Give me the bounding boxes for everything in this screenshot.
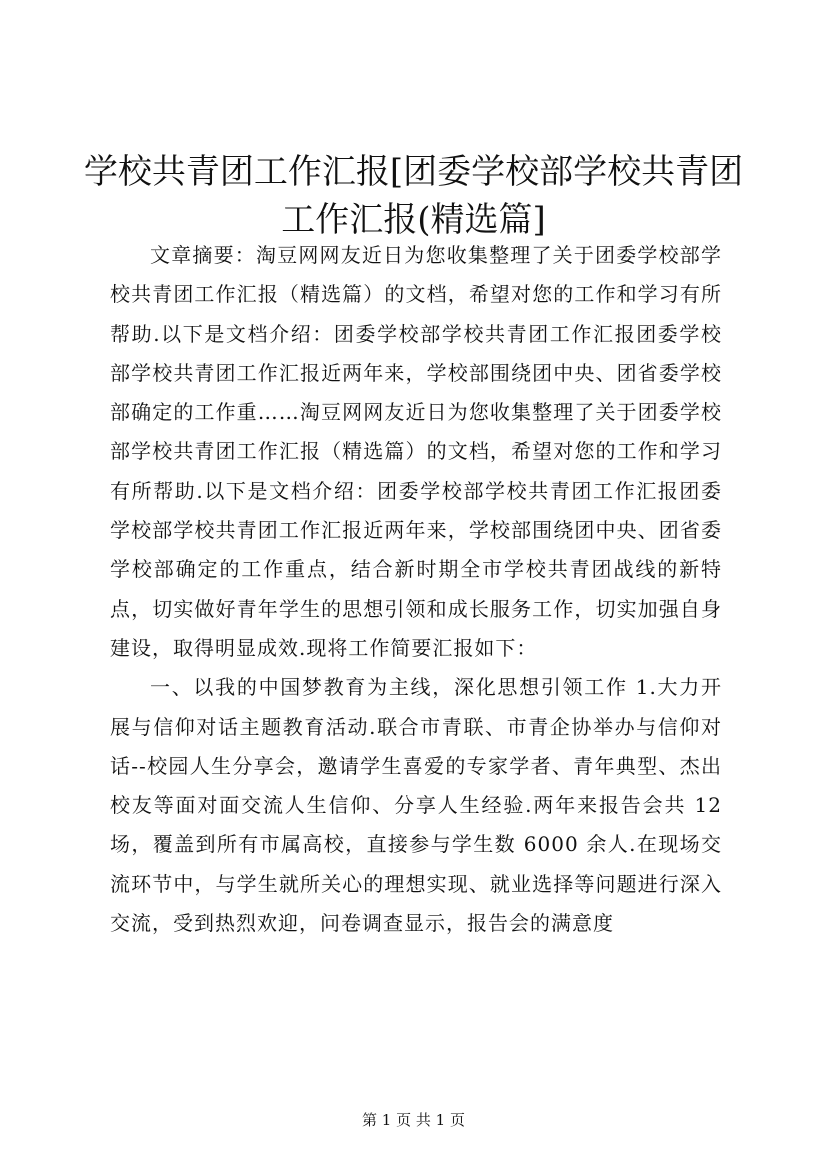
document-body (110, 236, 722, 943)
paragraph-section-1: 一、以我的中国梦教育为主线，深化思想引领工作 1.大力开展与信仰对话主题教育活动.联合市青联、市青企协举办与信仰对话--校园人生分享会，邀请学生喜爱的专家学者、青年典型、杰出校友等面对面交流人生信仰、分享人生经验.两年来报告会共 12 场，覆盖到所有市属高校，直接参与学生数 6000 余人.在现场交流环节中，与学生就所关心的理想实现、就业选择等问题进行深入交流，受到热烈欢迎，问卷调查显示，报告会的满意度 (110, 675, 722, 936)
page-footer: 第 1 页 共 1 页 (362, 1111, 465, 1129)
title-line-2: 工作汇报(精选篇] (281, 200, 546, 240)
title-line-1: 学校共青团工作汇报[团委学校部学校共青团 (83, 152, 744, 192)
document-title (60, 148, 767, 244)
paragraph-abstract: 文章摘要：淘豆网网友近日为您收集整理了关于团委学校部学校共青团工作汇报（精选篇）的文档，希望对您的工作和学习有所帮助.以下是文档介绍：团委学校部学校共青团工作汇报团委学校部学校共青团工作汇报近两年来，学校部围绕团中央、团省委学校部确定的工作重……淘豆网网友近日为您收集整理了关于团委学校部学校共青团工作汇报（精选篇）的文档，希望对您的工作和学习有所帮助.以下是文档介绍：团委学校部学校共青团工作汇报团委学校部学校共青团工作汇报近两年来，学校部围绕团中央、团省委学校部确定的工作重点，结合新时期全市学校共青团战线的新特点，切实做好青年学生的思想引领和成长服务工作，切实加强自身建设，取得明显成效.现将工作简要汇报如下： (110, 243, 722, 660)
